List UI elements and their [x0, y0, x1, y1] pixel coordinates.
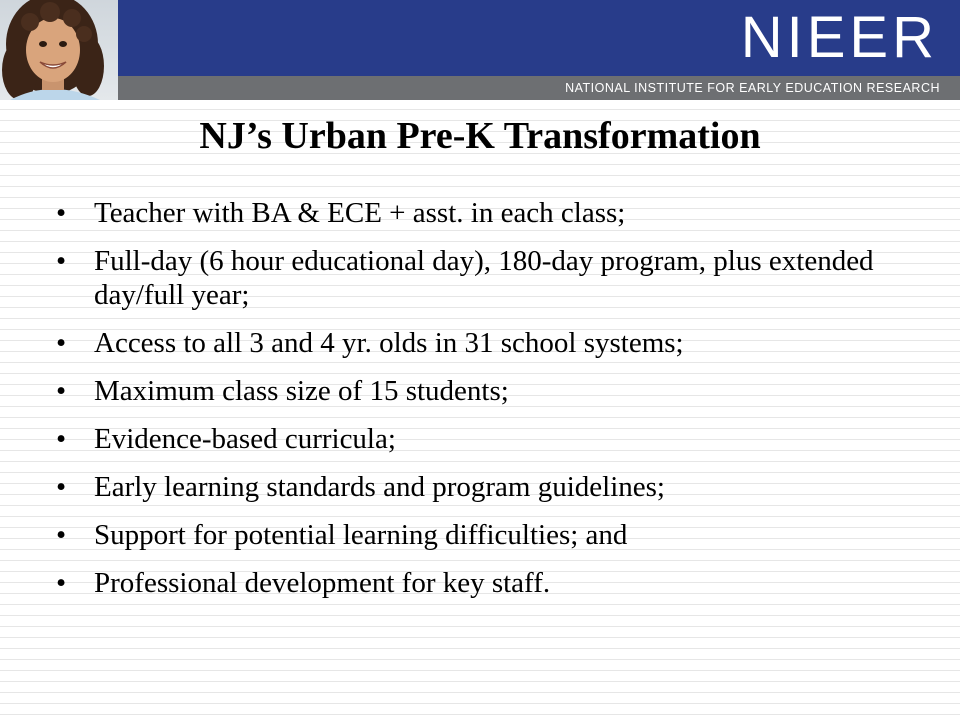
- bullet-text: Professional development for key staff.: [94, 567, 551, 599]
- bullet-text: Full-day (6 hour educational day), 180-day program, plus extended day/full year;: [94, 245, 874, 311]
- bullet-item: [56, 244, 936, 312]
- bullet-marker: •: [56, 197, 67, 229]
- bullet-item: [56, 374, 936, 408]
- nieer-logo-subtitle: NATIONAL INSTITUTE FOR EARLY EDUCATION RESEARCH: [565, 81, 940, 95]
- bullet-marker: •: [56, 327, 67, 359]
- bullet-text: Evidence-based curricula;: [94, 423, 396, 455]
- bullet-marker: •: [56, 567, 67, 599]
- bullet-item: [56, 518, 936, 552]
- nieer-logo: NIEER: [740, 5, 938, 70]
- bullet-item: [56, 566, 936, 600]
- bullet-list: [56, 196, 936, 614]
- slide-title: NJ’s Urban Pre-K Transformation: [199, 115, 761, 157]
- bullet-item: [56, 196, 936, 230]
- child-photo: [0, 0, 118, 100]
- child-photo-illustration: [0, 0, 118, 100]
- bullet-marker: •: [56, 423, 67, 455]
- bullet-marker: •: [56, 245, 67, 277]
- bullet-text: Teacher with BA & ECE + asst. in each class;: [94, 197, 626, 229]
- bullet-marker: •: [56, 519, 67, 551]
- bullet-text: Early learning standards and program guidelines;: [94, 471, 665, 503]
- header-banner: [0, 0, 960, 100]
- bullet-text: Maximum class size of 15 students;: [94, 375, 509, 407]
- bullet-marker: •: [56, 471, 67, 503]
- bullet-item: [56, 422, 936, 456]
- bullet-text: Access to all 3 and 4 yr. olds in 31 school systems;: [94, 327, 684, 359]
- bullet-marker: •: [56, 375, 67, 407]
- bullet-text: Support for potential learning difficulties; and: [94, 519, 628, 551]
- bullet-item: [56, 470, 936, 504]
- bullet-item: [56, 326, 936, 360]
